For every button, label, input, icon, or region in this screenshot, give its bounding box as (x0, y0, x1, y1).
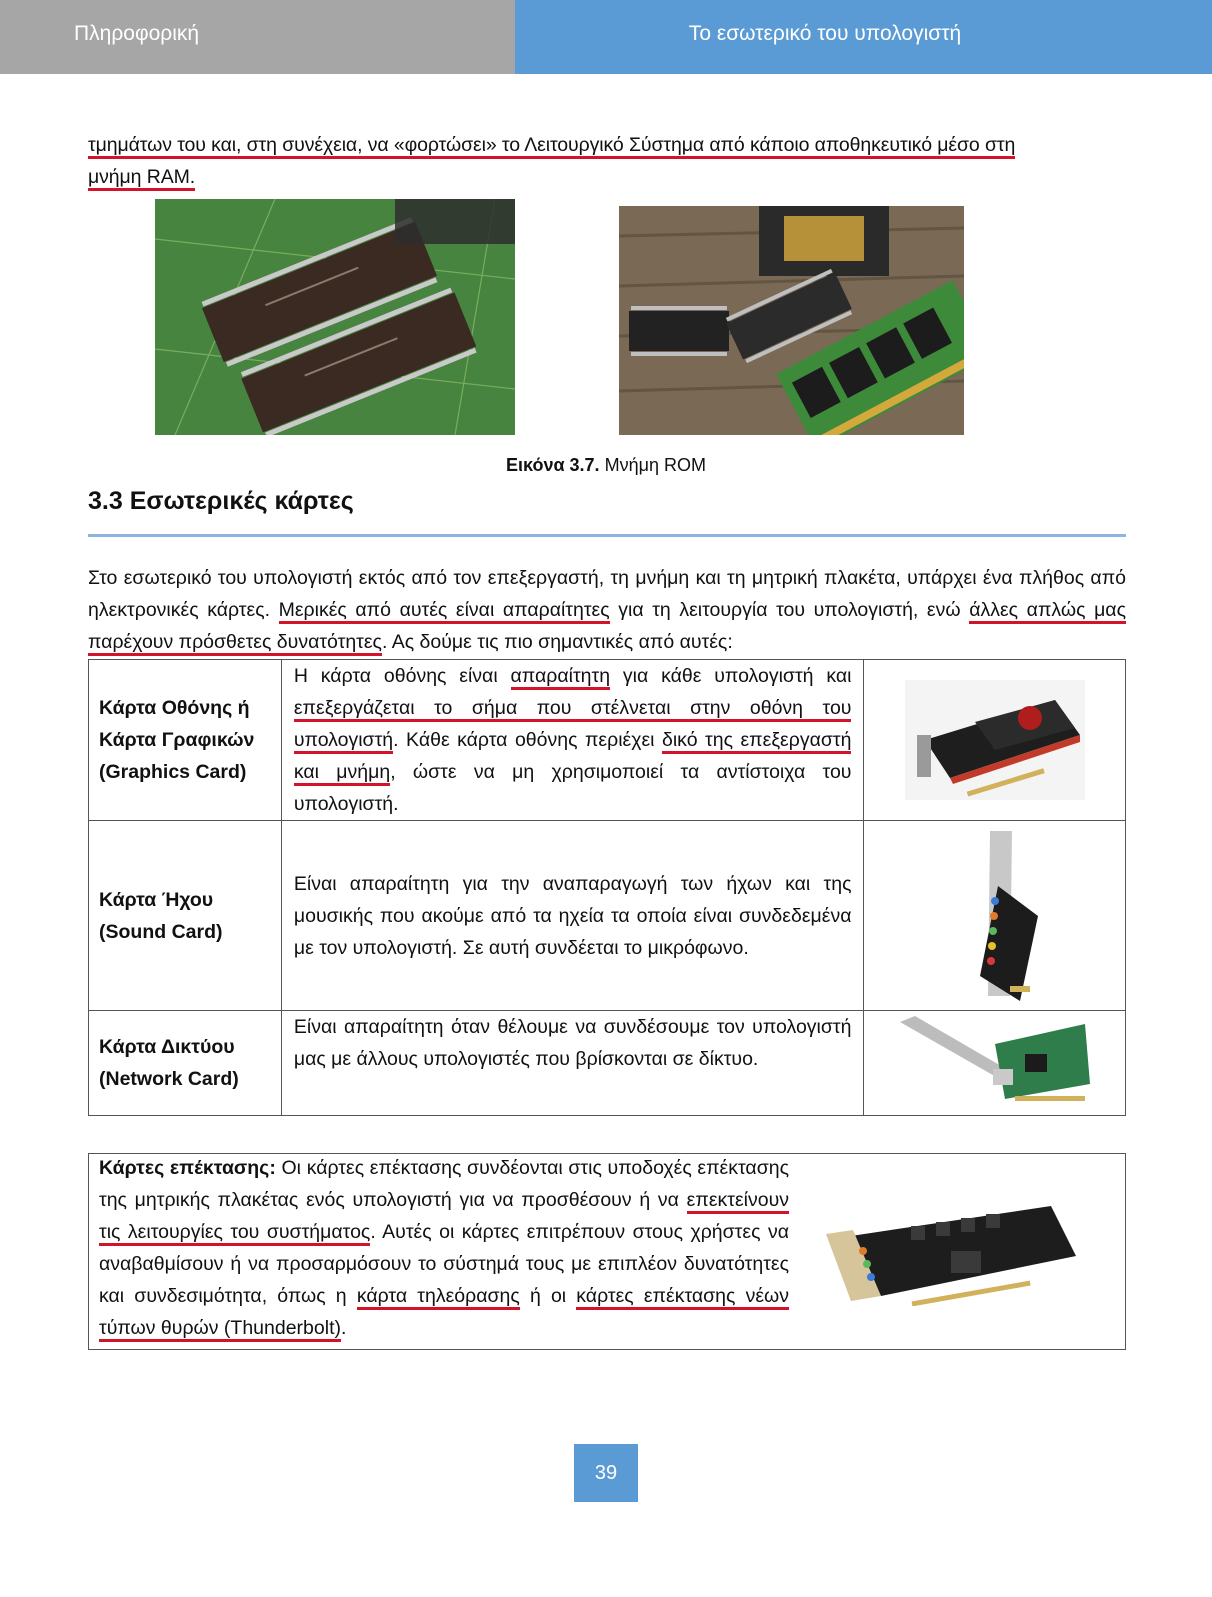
expansion-text-part: . (341, 1317, 347, 1339)
section-text-b: Μερικές από αυτές είναι απαραίτητες (279, 599, 610, 624)
intro-paragraph (88, 129, 1118, 193)
card-image-cell (864, 1011, 1126, 1116)
card-desc-text: . Κάθε κάρτα οθόνης περιέχει (393, 729, 662, 751)
expansion-card-image (821, 1196, 1081, 1306)
header-subject: Πληροφορική (74, 22, 200, 45)
card-name-line: (Graphics Card) (99, 761, 247, 783)
card-description: Είναι απαραίτητη όταν θέλουμε να συνδέσουμε τον υπολογιστή μας με άλλους υπολογιστές που βρίσκονται σε δίκτυο. (281, 1011, 864, 1116)
expansion-text-part: Οι κάρτες επέκτασης συνδέονται στις υποδοχές επέκτασης της μητρικής πλακέτας ενός υπολογιστή για να προσθέσουν ή να (99, 1157, 789, 1211)
header-subject-bar (0, 0, 515, 74)
card-name-line: Κάρτα Δικτύου (99, 1036, 235, 1058)
card-name-line: Κάρτα Ήχου (99, 888, 214, 911)
card-image-cell (864, 821, 1126, 1011)
card-desc-text: Η κάρτα οθόνης είναι (293, 665, 511, 687)
table-row (89, 821, 1126, 1011)
header-chapter-bar (515, 0, 1212, 74)
card-desc-text: επεξεργάζεται το σήμα που στέλνεται στην οθόνη του υπολογιστή (294, 697, 852, 754)
figure-caption (0, 455, 1212, 476)
expansion-text-part: . Αυτές οι κάρτες επιτρέπουν στους χρήστες να αναβαθμίσουν ή να προσαρμόσουν το σύστημά τους με επιπλέον δυνατότητες και συνδεσιμότητα, όπως η (99, 1221, 789, 1307)
intro-line-1: τμημάτων του και, στη συνέχεια, να «φορτώσει» το Λειτουργικό Σύστημα από κάποιο αποθηκευτικό μέσο στη (88, 134, 1015, 159)
figure-label: Εικόνα 3.7. (506, 455, 600, 475)
card-name-line: (Sound Card) (99, 920, 223, 943)
card-name-line: Κάρτα Οθόνης ή (99, 697, 250, 719)
page-number: 39 (574, 1444, 638, 1502)
section-paragraph (88, 562, 1126, 658)
expansion-label: Κάρτες επέκτασης: (99, 1157, 276, 1179)
rom-chips-photo (155, 199, 515, 435)
section-text-d: άλλες απλώς μας παρέχουν πρόσθετες δυνατότητες (88, 599, 1126, 656)
expansion-text-part: κάρτα τηλεόρασης (357, 1285, 520, 1310)
expansion-text-part: επεκτείνουν τις λειτουργίες του συστήματος (99, 1189, 789, 1246)
section-text-a: Στο εσωτερικό του υπολογιστή εκτός από τον επεξεργαστή, τη μνήμη και τη μητρική πλακέτα, υπάρχει ένα πλήθος από ηλεκτρονικές κάρτες. (88, 567, 1126, 621)
card-desc-text: για κάθε υπολογιστή και (610, 665, 852, 687)
network-card-image (895, 1014, 1095, 1112)
expansion-text-part: ή οι (519, 1285, 577, 1307)
section-rule (88, 534, 1126, 537)
section-title: 3.3 Εσωτερικές κάρτες (88, 487, 354, 515)
card-description: Είναι απαραίτητη για την αναπαραγωγή των ήχων και της μουσικής που ακούμε από τα ηχεία τα οποία είναι συνδεδεμένα με τον υπολογιστή. Σε αυτή συνδέεται το μικρόφωνο. (281, 821, 864, 1011)
card-image-cell (864, 660, 1126, 821)
rom-memory-photo (619, 206, 964, 435)
section-text-c: για τη λειτουργία του υπολογιστή, ενώ (609, 599, 970, 621)
card-name (89, 821, 282, 1011)
card-name (89, 660, 282, 821)
card-desc-text: απαραίτητη (511, 665, 611, 690)
header-chapter: Το εσωτερικό του υπολογιστή (688, 22, 962, 45)
sound-card-image (950, 826, 1040, 1006)
card-name-line: (Network Card) (99, 1068, 239, 1090)
figure-text: Μνήμη ROM (604, 455, 706, 475)
expansion-cards-box (88, 1153, 1126, 1350)
card-name (89, 1011, 282, 1116)
cards-table (88, 659, 1126, 1116)
graphics-card-image (905, 680, 1085, 800)
intro-line-2: μνήμη RAM. (88, 166, 195, 191)
card-name-line: Κάρτα Γραφικών (99, 729, 255, 751)
card-description (281, 660, 864, 821)
table-row (89, 660, 1126, 821)
expansion-text-part: κάρτες επέκτασης νέων τύπων θυρών (Thunderbolt) (99, 1285, 789, 1342)
card-desc-text: δικό της επεξεργαστή και μνήμη (294, 729, 852, 786)
expansion-text (99, 1152, 789, 1344)
card-desc-text: , ώστε να μη χρησιμοποιεί τα αντίστοιχα του υπολογιστή. (293, 761, 852, 815)
section-text-e: . Ας δούμε τις πιο σημαντικές από αυτές: (381, 631, 733, 653)
table-row (89, 1011, 1126, 1116)
